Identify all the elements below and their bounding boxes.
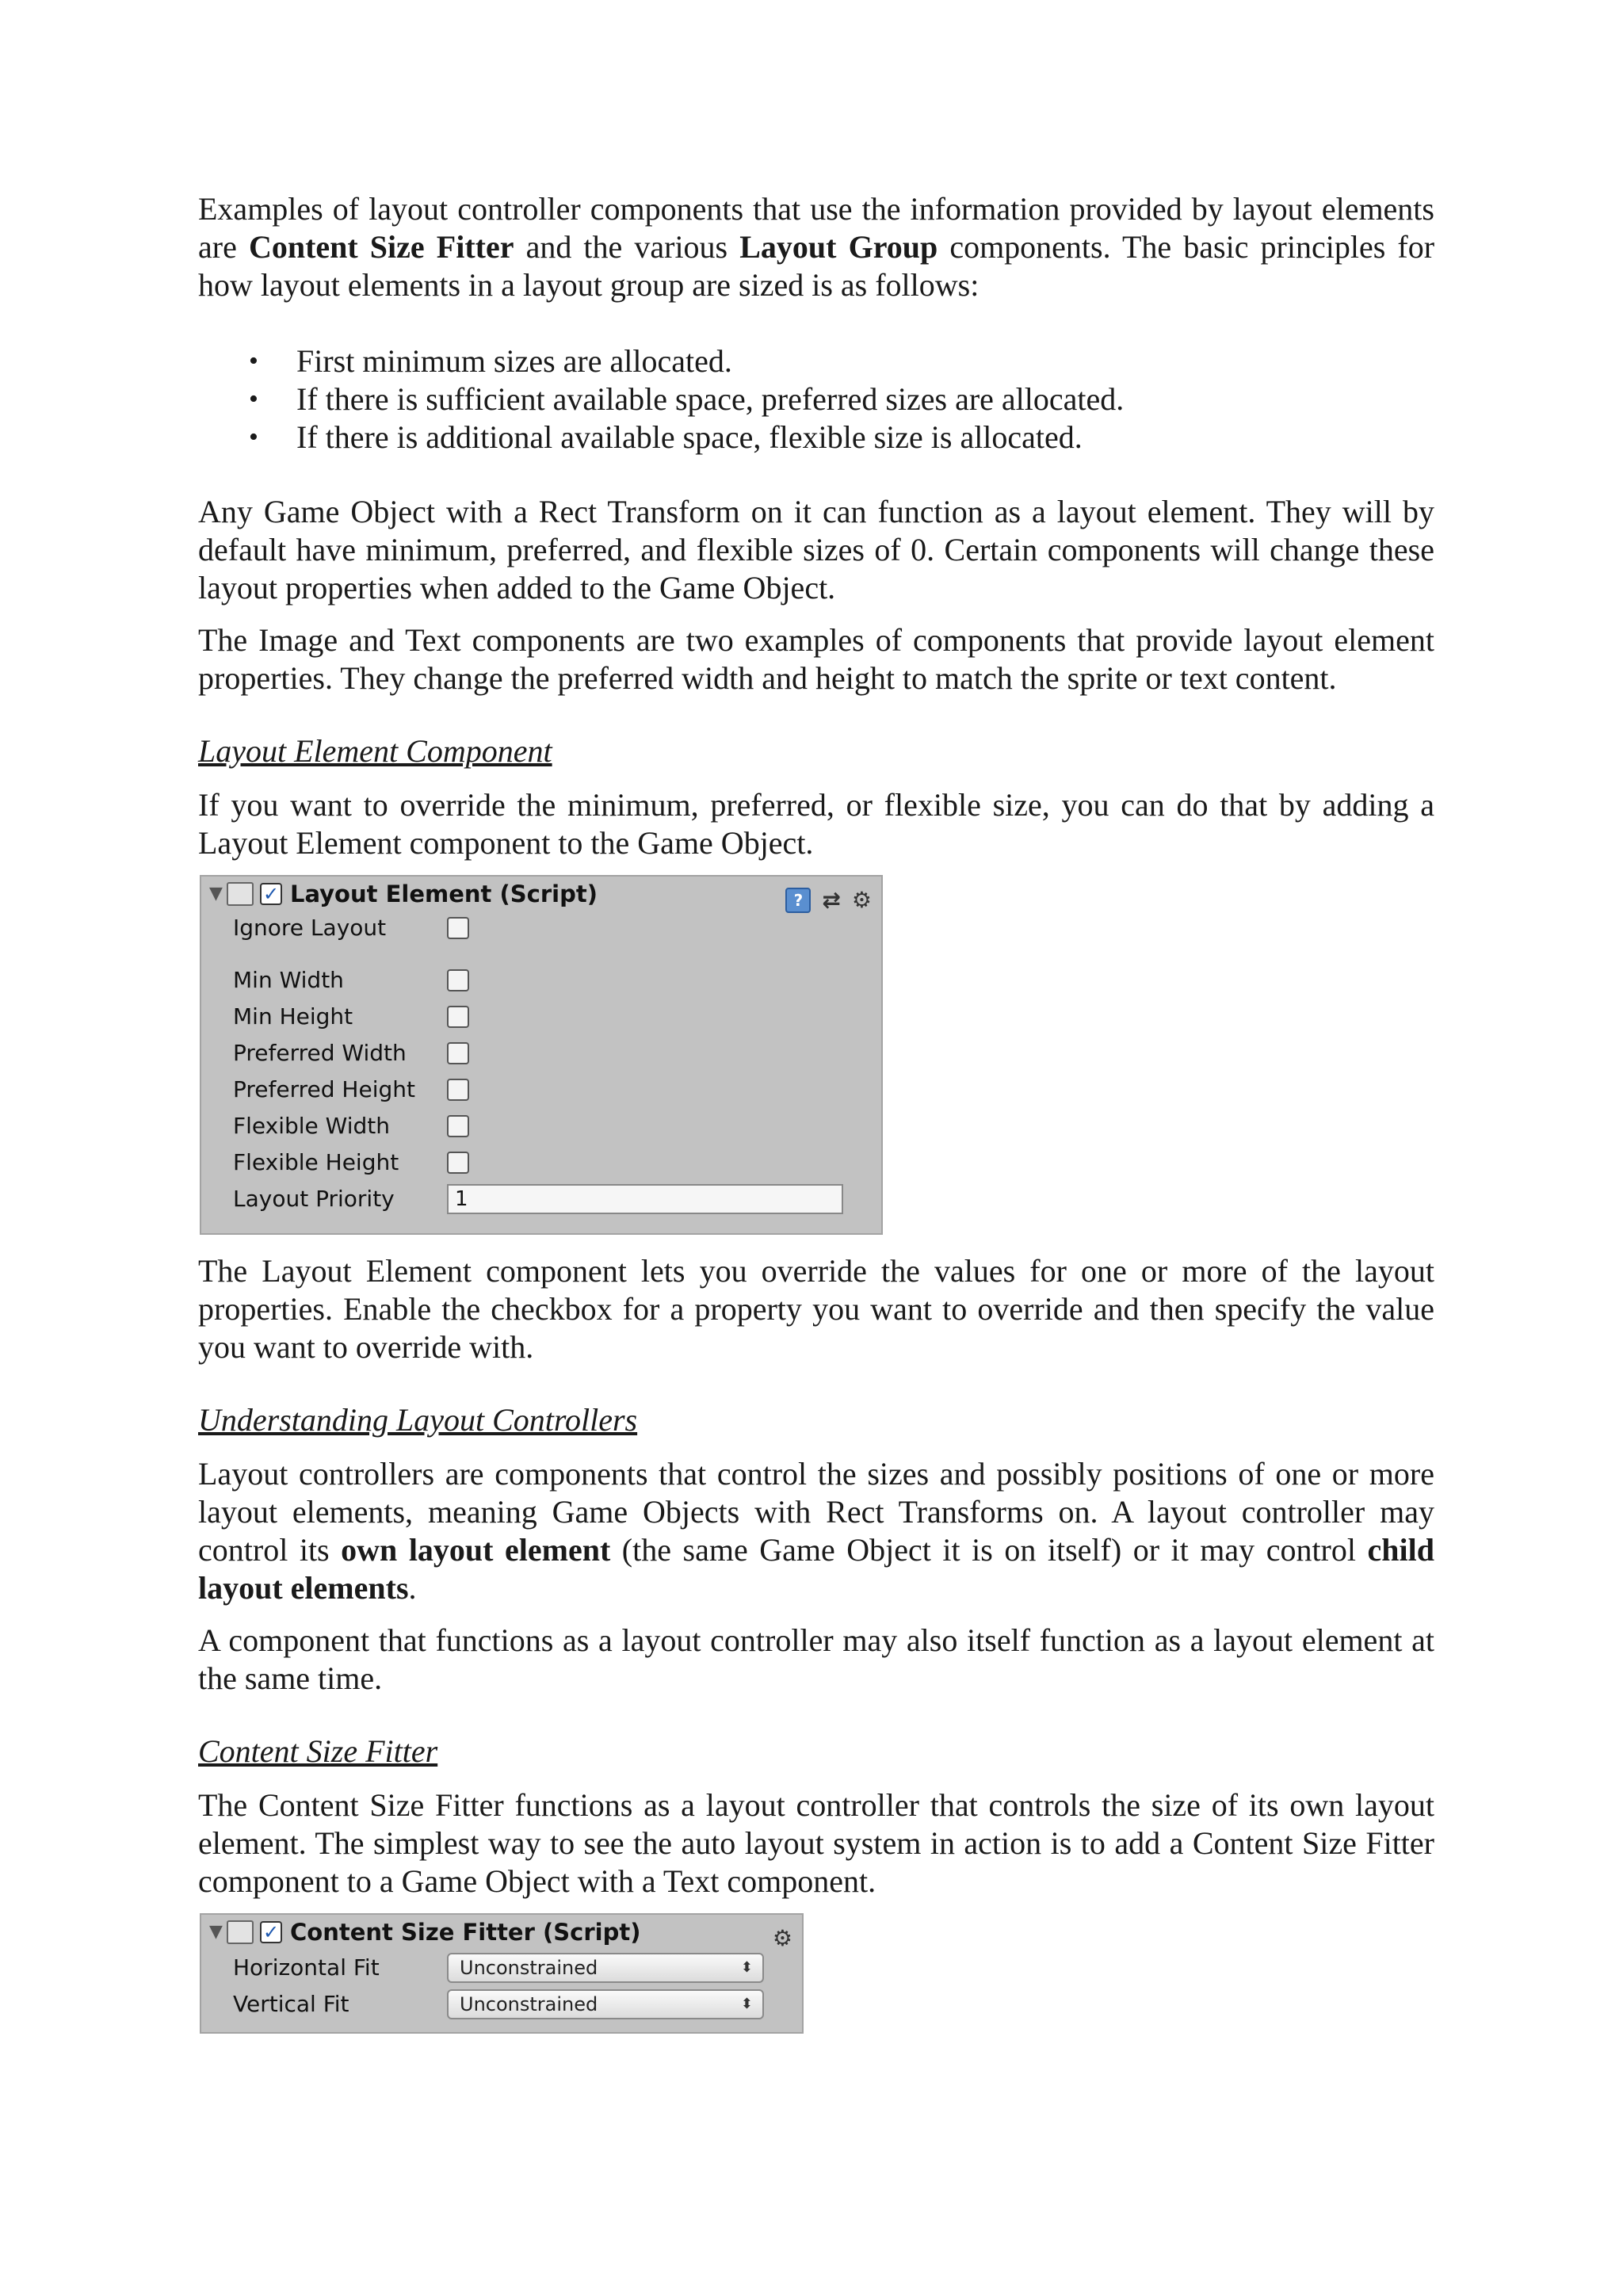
preferred-width-checkbox[interactable] bbox=[447, 1042, 469, 1064]
row-layout-priority bbox=[201, 1181, 881, 1217]
list-item: • First minimum sizes are allocated. bbox=[198, 342, 1434, 380]
component-icon bbox=[227, 1920, 254, 1944]
game-object-paragraph: Any Game Object with a Rect Transform on it can function as a layout element. They will by default have minimum, preferred, and flexible sizes of 0. Certain components will change these layout properties when added to the Game Object. bbox=[198, 494, 1434, 606]
layout-element-paragraph: The Layout Element component lets you override the values for one or more of the layout properties. Enable the checkbox for a property you want to override and then specify the value you want to override with. bbox=[198, 1253, 1434, 1365]
row-preferred-height bbox=[201, 1072, 881, 1108]
component-title: Layout Element (Script) bbox=[290, 881, 598, 907]
row-horizontal-fit bbox=[201, 1950, 802, 1986]
field-label: Flexible Width bbox=[233, 1113, 390, 1139]
horizontal-fit-dropdown[interactable] bbox=[447, 1953, 764, 1983]
component-icon bbox=[227, 882, 254, 906]
content-size-fitter-paragraph: The Content Size Fitter functions as a layout controller that controls the size of its own layout element. The simplest way to see the auto layout system in action is to add a Content Size Fitter component to a Game Object with a Text component. bbox=[198, 1787, 1434, 1899]
layout-element-inspector bbox=[200, 875, 883, 1235]
list-item: • If there is additional available space, flexible size is allocated. bbox=[198, 418, 1434, 457]
field-label: Layout Priority bbox=[233, 1186, 395, 1212]
component-controller-paragraph: A component that functions as a layout controller may also itself function as a layout element at the same time. bbox=[198, 1622, 1434, 1696]
collapse-triangle-icon[interactable]: ▼ bbox=[209, 884, 223, 904]
content-size-fitter-inspector bbox=[200, 1913, 804, 2034]
collapse-triangle-icon[interactable]: ▼ bbox=[209, 1922, 223, 1942]
row-ignore-layout bbox=[201, 911, 881, 945]
field-label: Preferred Height bbox=[233, 1076, 415, 1102]
field-label: Vertical Fit bbox=[233, 1991, 349, 2017]
gear-icon[interactable]: ⚙ bbox=[851, 887, 872, 913]
field-label: Flexible Height bbox=[233, 1149, 399, 1175]
image-text-paragraph: The Image and Text components are two examples of components that provide layout element properties. They change the preferred width and height to match the sprite or text content. bbox=[198, 622, 1434, 696]
row-vertical-fit bbox=[201, 1986, 802, 2023]
field-label: Ignore Layout bbox=[233, 915, 387, 941]
list-item: • If there is sufficient available space, preferred sizes are allocated. bbox=[198, 380, 1434, 418]
row-flexible-height bbox=[201, 1144, 881, 1181]
updown-arrows-icon: ⬍ bbox=[740, 1996, 753, 2012]
header-tools bbox=[773, 1920, 792, 1958]
min-height-checkbox[interactable] bbox=[447, 1006, 469, 1028]
selected-value: Unconstrained bbox=[460, 1993, 598, 2015]
field-label: Preferred Width bbox=[233, 1040, 407, 1066]
heading-controllers: Understanding Layout Controllers bbox=[198, 1402, 638, 1438]
override-paragraph: If you want to override the minimum, preferred, or flexible size, you can do that by adding a Layout Element component to the Game Object. bbox=[198, 787, 1434, 861]
inspector-header bbox=[201, 877, 881, 911]
sizing-principles-list bbox=[198, 342, 1434, 457]
ignore-layout-checkbox[interactable] bbox=[447, 917, 469, 939]
controllers-paragraph: Layout controllers are components that control the sizes and possibly positions of one or more layout elements, meaning Game Objects with Rect Transforms on. A layout controller may control its own layout element (the same Game Object it is on itself) or it may control child layout elements. bbox=[198, 1456, 1435, 1606]
flexible-width-checkbox[interactable] bbox=[447, 1115, 469, 1137]
row-flexible-width bbox=[201, 1108, 881, 1144]
preset-icon[interactable]: ⇄ bbox=[822, 887, 841, 913]
component-enabled-checkbox[interactable]: ✓ bbox=[260, 1921, 282, 1943]
preferred-height-checkbox[interactable] bbox=[447, 1079, 469, 1101]
layout-priority-input[interactable]: 1 bbox=[447, 1184, 843, 1214]
row-preferred-width bbox=[201, 1035, 881, 1072]
min-width-checkbox[interactable] bbox=[447, 969, 469, 991]
selected-value: Unconstrained bbox=[460, 1957, 598, 1979]
field-label: Horizontal Fit bbox=[233, 1954, 380, 1981]
flexible-height-checkbox[interactable] bbox=[447, 1152, 469, 1174]
updown-arrows-icon: ⬍ bbox=[740, 1959, 753, 1976]
component-title: Content Size Fitter (Script) bbox=[290, 1919, 641, 1946]
row-min-height bbox=[201, 999, 881, 1035]
component-enabled-checkbox[interactable]: ✓ bbox=[260, 883, 282, 905]
row-min-width bbox=[201, 962, 881, 999]
field-label: Min Width bbox=[233, 967, 344, 993]
header-tools bbox=[785, 881, 872, 919]
gear-icon[interactable]: ⚙ bbox=[772, 1925, 792, 1951]
heading-content-size-fitter: Content Size Fitter bbox=[198, 1733, 438, 1769]
heading-layout-element: Layout Element Component bbox=[198, 733, 552, 769]
intro-paragraph: Examples of layout controller components that use the information provided by layout elements are Content Size Fitter and the various Layout Group components. The basic principles for how layout elements in a layout group are sized is as follows: bbox=[198, 191, 1435, 303]
help-icon[interactable]: ? bbox=[785, 888, 811, 913]
vertical-fit-dropdown[interactable] bbox=[447, 1989, 764, 2019]
field-label: Min Height bbox=[233, 1003, 353, 1030]
document-page bbox=[198, 190, 1434, 2034]
inspector-header bbox=[201, 1915, 802, 1950]
